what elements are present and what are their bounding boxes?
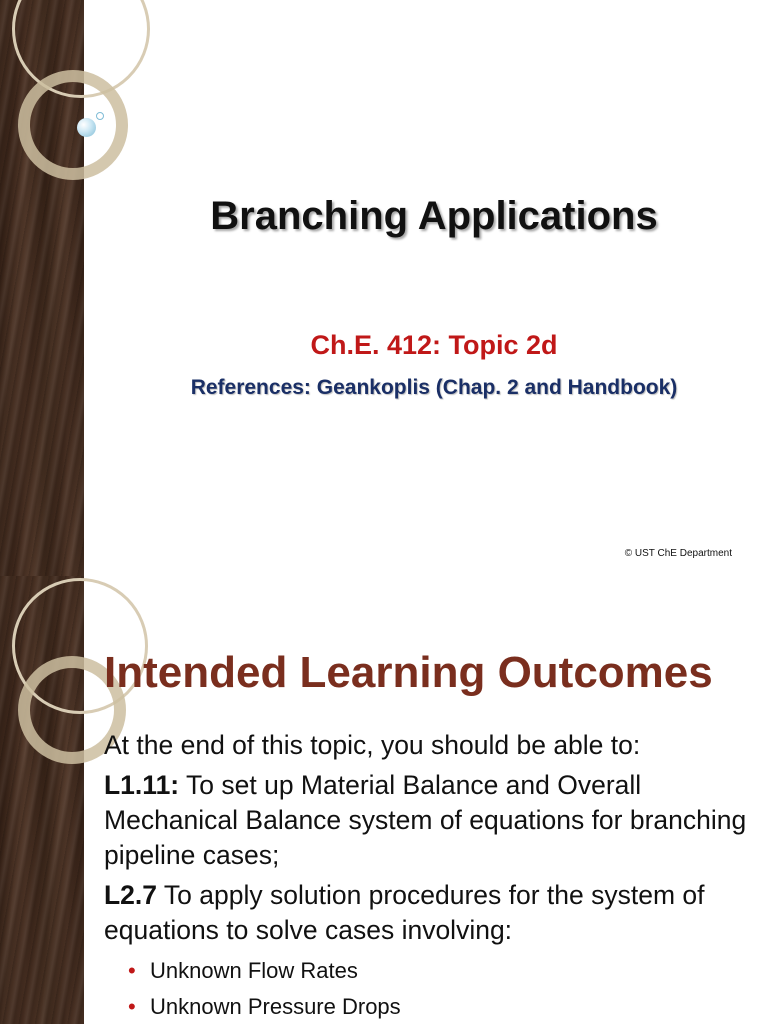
decorative-bubble [77,118,96,137]
decorative-bubble-small [96,112,104,120]
outcomes-intro: At the end of this topic, you should be able to: [104,730,641,760]
outcomes-title: Intended Learning Outcomes [104,648,713,697]
outcome-item [104,768,756,873]
outcome-code: L2.7 [104,880,158,910]
case-list [104,953,756,1024]
list-item-label: Unknown Flow Rates [150,958,358,983]
slide-title: Branching Applications [210,194,658,238]
outcomes-slide [0,576,768,1024]
list-item [128,989,756,1024]
slide-subtitle: Ch.E. 412: Topic 2d [310,330,558,360]
outcome-code: L1.11: [104,770,180,800]
bullet-icon: • [128,994,136,1019]
references: References: Geankoplis (Chap. 2 and Handbook) [190,376,678,399]
list-item [128,953,756,989]
list-item-label: Unknown Pressure Drops [150,994,401,1019]
copyright-notice: © UST ChE Department [624,548,732,559]
outcome-item [104,878,756,948]
outcome-text: To apply solution procedures for the system of equations to solve cases involving: [104,880,705,945]
outcome-text: To set up Material Balance and Overall Mechanical Balance system of equations for branching pipeline cases; [104,770,747,870]
decorative-ring-thick [18,70,128,180]
outcomes-body [104,728,756,1024]
bullet-icon: • [128,958,136,983]
